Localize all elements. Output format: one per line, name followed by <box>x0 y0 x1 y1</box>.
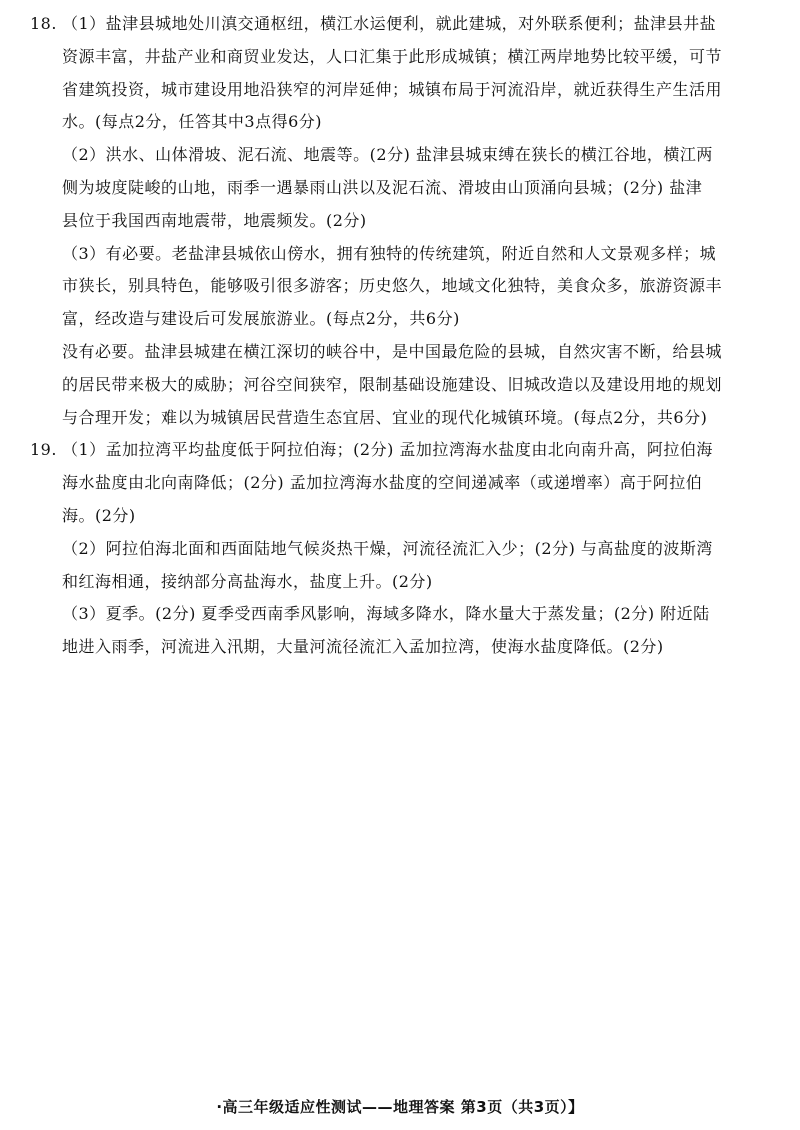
line-text: （1）孟加拉湾平均盐度低于阿拉伯海；(2分) 孟加拉湾海水盐度由北向南升高，阿拉伯海 <box>62 440 713 460</box>
question-18 <box>30 8 772 434</box>
text-line: （2）阿拉伯海北面和西面陆地气候炎热干燥，河流径流汇入少；(2分) 与高盐度的波斯湾 <box>62 538 713 558</box>
text-line <box>30 8 772 41</box>
text-line: 资源丰富，井盐产业和商贸业发达，人口汇集于此形成城镇；横江两岸地势比较平缓，可节 <box>62 46 723 66</box>
text-line <box>30 434 772 467</box>
text-line: 水。(每点2分，任答其中3点得6分) <box>62 112 323 132</box>
text-line: 和红海相通，接纳部分高盐海水，盐度上升。(2分) <box>62 571 433 591</box>
text-line: 地进入雨季，河流进入汛期，大量河流径流汇入孟加拉湾，使海水盐度降低。(2分) <box>62 637 664 657</box>
text-line: （3）有必要。老盐津县城依山傍水，拥有独特的传统建筑，附近自然和人文景观多样；城 <box>62 243 717 263</box>
text-line: 与合理开发；难以为城镇居民营造生态宜居、宜业的现代化城镇环境。(每点2分，共6分) <box>62 407 708 427</box>
answer-content <box>30 8 772 664</box>
text-line: 海。(2分) <box>62 505 136 525</box>
text-line: 富，经改造与建设后可发展旅游业。(每点2分，共6分) <box>62 309 460 329</box>
page-footer: ·高三年级适应性测试——地理答案 第3页（共3页）】 <box>216 1098 584 1116</box>
text-line: 县位于我国西南地震带，地震频发。(2分) <box>62 210 367 230</box>
question-19 <box>30 434 772 664</box>
question-number: 18. <box>30 14 57 33</box>
text-line: 侧为坡度陡峻的山地，雨季一遇暴雨山洪以及泥石流、滑坡由山顶涌向县城；(2分) 盐津 <box>62 177 703 197</box>
question-number: 19. <box>30 440 57 460</box>
text-line: 省建筑投资，城市建设用地沿狭窄的河岸延伸；城镇布局于河流沿岸，就近获得生产生活用 <box>62 79 723 99</box>
text-line: （3）夏季。(2分) 夏季受西南季风影响，海域多降水，降水量大于蒸发量；(2分) 附近陆 <box>62 604 710 624</box>
text-line: 海水盐度由北向南降低；(2分) 孟加拉湾海水盐度的空间递减率（或递增率）高于阿拉伯 <box>62 473 703 493</box>
text-line: 市狭长，别具特色，能够吸引很多游客；历史悠久，地域文化独特，美食众多，旅游资源丰 <box>62 276 723 296</box>
text-line: （2）洪水、山体滑坡、泥石流、地震等。(2分) 盐津县城束缚在狭长的横江谷地，横江两 <box>62 145 713 165</box>
text-line: 没有必要。盐津县城建在横江深切的峡谷中，是中国最危险的县城，自然灾害不断，给县城 <box>62 341 723 361</box>
line-text: （1）盐津县城地处川滇交通枢纽，横江水运便利，就此建城，对外联系便利；盐津县井盐 <box>62 14 717 33</box>
text-line: 的居民带来极大的威胁；河谷空间狭窄，限制基础设施建设、旧城改造以及建设用地的规划 <box>62 374 723 394</box>
